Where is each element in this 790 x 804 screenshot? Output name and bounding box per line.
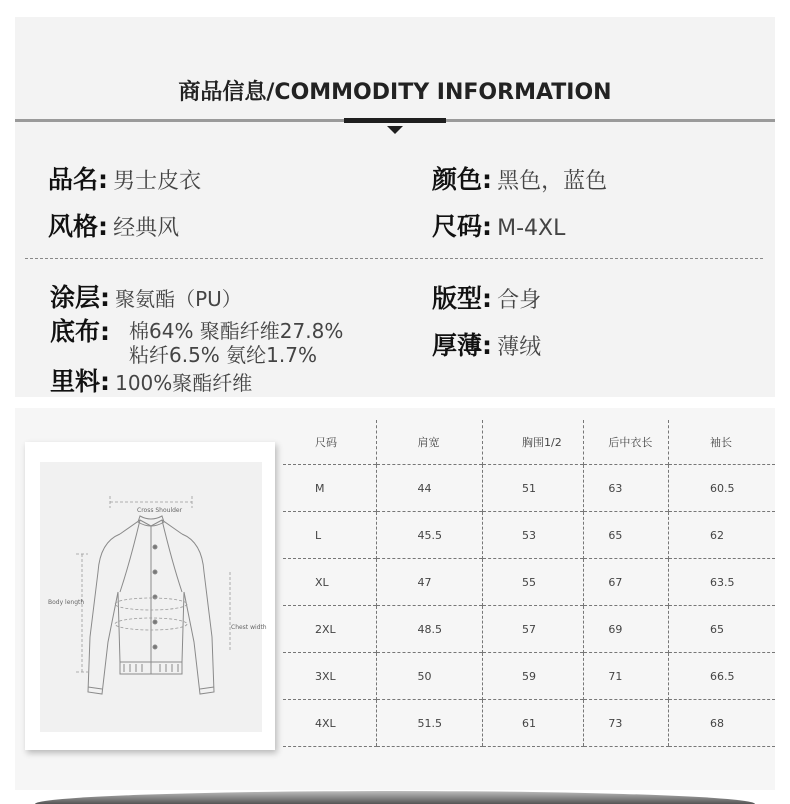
info-fabric — [50, 312, 110, 348]
table-cell: 45.5 — [376, 512, 482, 559]
table-cell: 47 — [376, 559, 482, 606]
table-cell: 65 — [584, 512, 669, 559]
info-coating — [50, 278, 242, 314]
section-title: 商品信息/COMMODITY INFORMATION — [178, 80, 612, 105]
table-cell: 73 — [584, 700, 669, 747]
size-table-header — [283, 420, 775, 465]
table-cell: 57 — [483, 606, 584, 653]
header-sleeve: 袖长 — [668, 420, 775, 465]
table-row — [283, 606, 775, 653]
table-cell: L — [283, 512, 376, 559]
fabric-value-2: 粘纤6.5% 氨纶1.7% — [129, 343, 317, 367]
style-label: 风格: — [48, 212, 108, 241]
table-cell: 4XL — [283, 700, 376, 747]
header-shoulder: 肩宽 — [376, 420, 482, 465]
table-cell: 63.5 — [668, 559, 775, 606]
table-cell: 50 — [376, 653, 482, 700]
lining-value: 100%聚酯纤维 — [115, 371, 253, 395]
body-length-label: Body length — [48, 599, 85, 606]
info-name — [48, 160, 201, 196]
table-cell: 3XL — [283, 653, 376, 700]
table-cell: 60.5 — [668, 465, 775, 512]
table-cell: 44 — [376, 465, 482, 512]
color-value: 黑色，蓝色 — [497, 169, 608, 194]
thickness-label: 厚薄: — [432, 331, 492, 360]
table-cell: 62 — [668, 512, 775, 559]
lining-label: 里料: — [50, 367, 110, 396]
size-table — [283, 420, 775, 747]
table-cell: 69 — [584, 606, 669, 653]
table-cell: 53 — [483, 512, 584, 559]
info-divider — [25, 258, 763, 259]
table-cell: 65 — [668, 606, 775, 653]
thickness-value: 薄绒 — [497, 335, 542, 360]
table-cell: 71 — [584, 653, 669, 700]
table-row — [283, 559, 775, 606]
fabric-label: 底布: — [50, 317, 110, 346]
coating-label: 涂层: — [50, 283, 110, 312]
table-row — [283, 465, 775, 512]
table-cell: M — [283, 465, 376, 512]
table-row — [283, 512, 775, 559]
info-thickness — [432, 326, 541, 362]
cross-shoulder-label: Cross Shoulder — [137, 507, 183, 514]
table-row — [283, 653, 775, 700]
info-color — [432, 160, 607, 196]
footer-shadow-bar — [35, 791, 755, 804]
info-fit — [432, 279, 541, 315]
table-cell: 67 — [584, 559, 669, 606]
table-cell: 61 — [483, 700, 584, 747]
fabric-value-1: 棉64% 聚酯纤维27.8% — [129, 319, 344, 343]
header-length: 后中衣长 — [584, 420, 669, 465]
table-cell: 55 — [483, 559, 584, 606]
table-cell: XL — [283, 559, 376, 606]
size-label: 尺码: — [432, 212, 492, 241]
size-value: M-4XL — [497, 216, 566, 241]
chest-width-label: Chest width — [231, 624, 267, 631]
coating-value: 聚氨酯（PU） — [115, 287, 242, 311]
name-label: 品名: — [48, 165, 108, 194]
header-triangle-icon — [387, 126, 403, 134]
info-style — [48, 207, 179, 243]
header-accent-bar — [344, 118, 446, 123]
style-value: 经典风 — [113, 216, 180, 241]
table-cell: 48.5 — [376, 606, 482, 653]
table-cell: 66.5 — [668, 653, 775, 700]
jacket-sketch-icon — [40, 462, 267, 732]
table-cell: 51 — [483, 465, 584, 512]
header-chest: 胸围1/2 — [483, 420, 584, 465]
color-label: 颜色: — [432, 165, 492, 194]
header-size: 尺码 — [315, 436, 337, 449]
info-size — [432, 207, 565, 243]
table-cell: 59 — [483, 653, 584, 700]
table-cell: 63 — [584, 465, 669, 512]
name-value: 男士皮衣 — [113, 169, 202, 194]
fit-label: 版型: — [432, 284, 492, 313]
table-cell: 2XL — [283, 606, 376, 653]
table-row — [283, 700, 775, 747]
fit-value: 合身 — [497, 288, 542, 313]
table-cell: 51.5 — [376, 700, 482, 747]
info-lining — [50, 362, 252, 398]
table-cell: 68 — [668, 700, 775, 747]
